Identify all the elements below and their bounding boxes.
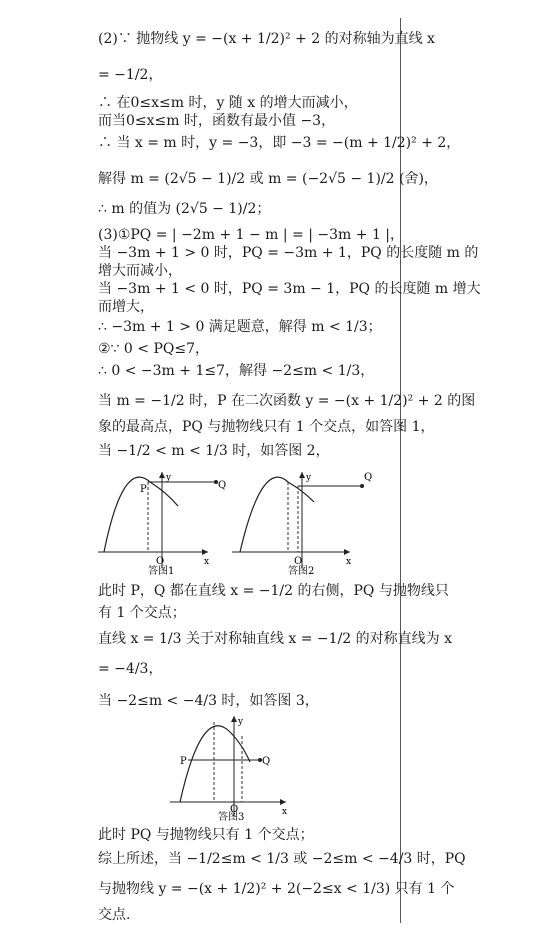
text-line: ∴ m 的值为 (2√5 − 1)/2； xyxy=(98,201,271,217)
text-line: 当 m = −1/2 时，P 在二次函数 y = −(x + 1/2)² + 2 的图 xyxy=(98,393,476,409)
figure-2-caption: 答图2 xyxy=(288,566,315,576)
figure-2 xyxy=(232,468,382,576)
text-line: 增大而减小， xyxy=(98,263,182,279)
label-o: O xyxy=(156,556,165,567)
label-o: O xyxy=(294,556,303,567)
text-line: 当 −1/2 < m < 1/3 时，如答图 2， xyxy=(98,443,330,459)
text-line: 直线 x = 1/3 关于对称轴直线 x = −1/2 的对称直线为 x xyxy=(98,631,452,647)
label-q: Q xyxy=(218,480,227,491)
text-line: 解得 m = (2√5 − 1)/2 或 m = (−2√5 − 1)/2 (舍)， xyxy=(98,171,438,187)
text-line: 此时 PQ 与抛物线只有 1 个交点； xyxy=(98,827,314,843)
label-o: O xyxy=(230,804,239,815)
figure-1 xyxy=(98,468,228,576)
label-x: x xyxy=(346,557,352,567)
text-line: (2)∵ 抛物线 y = −(x + 1/2)² + 2 的对称轴为直线 x xyxy=(98,31,435,47)
text-line: 当 −3m + 1 > 0 时，PQ = −3m + 1，PQ 的长度随 m 的 xyxy=(98,245,479,261)
text-line: = −4/3， xyxy=(98,661,163,677)
text-line: = −1/2， xyxy=(98,67,163,83)
figure-1-caption: 答图1 xyxy=(148,566,175,576)
text-line: 而当0≤x≤m 时，函数有最小值 −3， xyxy=(98,113,336,129)
text-line: ∴ 在0≤x≤m 时，y 随 x 的增大而减小， xyxy=(98,95,358,111)
text-line: (3)①PQ = | −2m + 1 − m | = | −3m + 1 |， xyxy=(98,227,405,243)
text-line: ∴ 当 x = m 时，y = −3，即 −3 = −(m + 1/2)² + 2， xyxy=(98,135,461,151)
text-line: 交点. xyxy=(98,907,131,923)
label-y: y xyxy=(238,717,244,727)
column-divider xyxy=(400,18,401,923)
text-line: 此时 P，Q 都在直线 x = −1/2 的右侧，PQ 与抛物线只 xyxy=(98,583,449,599)
text-line: 象的最高点，PQ 与抛物线只有 1 个交点，如答图 1， xyxy=(98,419,435,435)
text-line: 有 1 个交点； xyxy=(98,605,186,621)
text-line: ∴ 0 < −3m + 1≤7，解得 −2≤m < 1/3， xyxy=(98,363,375,379)
label-p: P xyxy=(140,484,147,495)
label-x: x xyxy=(204,557,210,567)
label-q: Q xyxy=(364,472,373,483)
text-line: 与抛物线 y = −(x + 1/2)² + 2(−2≤x < 1/3) 只有 1 个 xyxy=(98,881,455,897)
label-q: Q xyxy=(262,756,271,767)
label-x: x xyxy=(282,807,288,817)
figure-3 xyxy=(170,712,300,822)
label-y: y xyxy=(306,473,312,483)
text-line: 当 −2≤m < −4/3 时，如答图 3， xyxy=(98,693,319,709)
label-p: P xyxy=(180,756,187,767)
text-line: ∴ −3m + 1 > 0 满足题意，解得 m < 1/3； xyxy=(98,319,382,335)
text-line: 当 −3m + 1 < 0 时，PQ = 3m − 1，PQ 的长度随 m 增大 xyxy=(98,281,481,297)
text-line: 而增大， xyxy=(98,299,154,315)
label-y: y xyxy=(166,473,172,483)
text-line: 综上所述，当 −1/2≤m < 1/3 或 −2≤m < −4/3 时，PQ xyxy=(98,851,466,867)
figure-3-caption: 答图3 xyxy=(218,812,245,822)
text-line: ②∵ 0 < PQ≤7， xyxy=(98,341,209,357)
